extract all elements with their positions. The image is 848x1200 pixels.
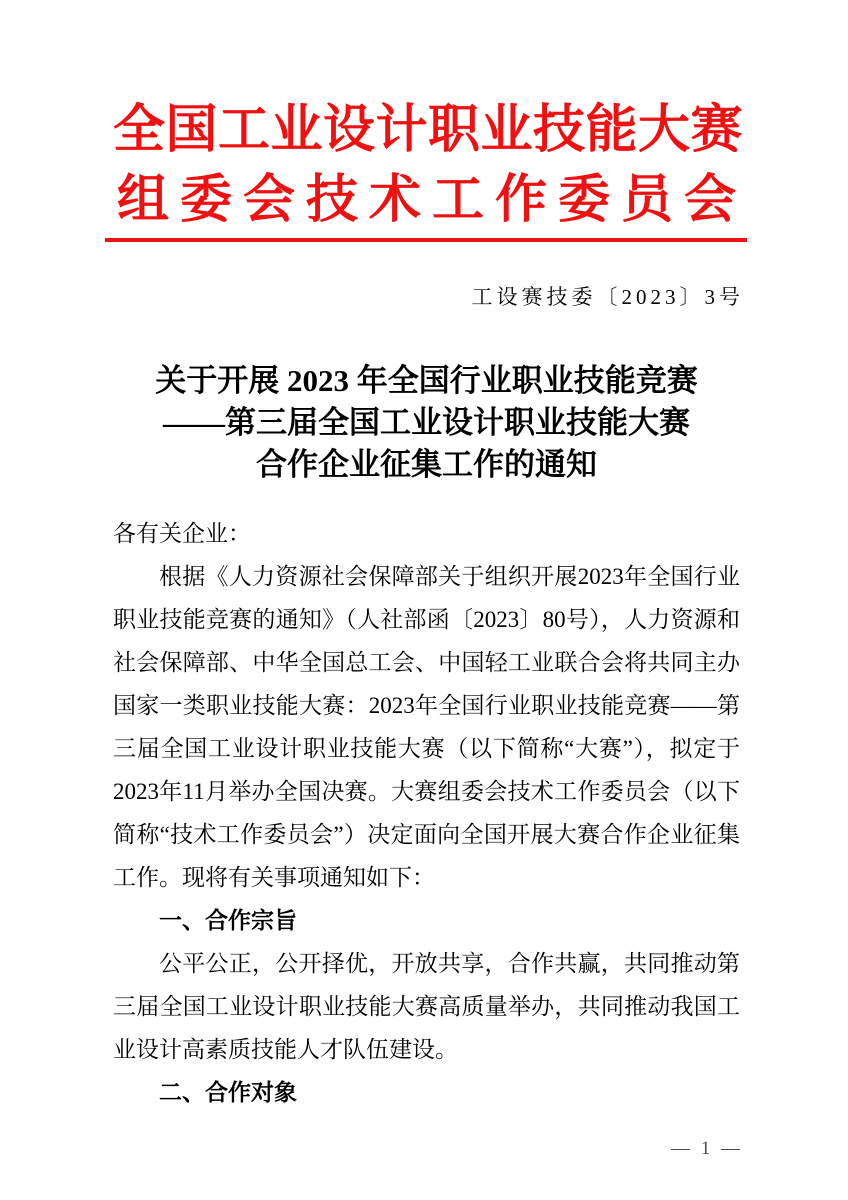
- section-2-heading: 二、合作对象: [159, 1079, 297, 1105]
- org-name-line-1: 全国工业设计职业技能大赛: [113, 102, 744, 159]
- page-number: — 1 —: [671, 1138, 743, 1159]
- letterhead: [113, 96, 747, 310]
- section-1-heading: 一、合作宗旨: [159, 907, 297, 933]
- section-1-paragraph: 公平公正，公开择优，开放共享，合作共赢，共同推动第三届全国工业设计职业技能大赛高质量举办，共同推动我国工业设计高素质技能人才队伍建设。: [113, 951, 740, 1062]
- notice-title-line-2: ——第三届全国工业设计职业技能大赛: [163, 405, 690, 440]
- intro-paragraph: 根据《人力资源社会保障部关于组织开展2023年全国行业职业技能竞赛的通知》（人社部函〔2023〕80号），人力资源和社会保障部、中华全国总工会、中国轻工业联合会将共同主办国家一类职业技能大赛：2023年全国行业职业技能竞赛——第三届全国工业设计职业技能大赛（以下简称“大赛”），拟定于2023年11月举办全国决赛。大赛组委会技术工作委员会（以下简称“技术工作委员会”）决定面向全国开展大赛合作企业征集工作。现将有关事项通知如下：: [113, 564, 740, 890]
- salutation: 各有关企业：: [113, 521, 251, 546]
- notice-body: [113, 512, 740, 1114]
- notice-title: [113, 360, 740, 486]
- notice-title-line-3: 合作企业征集工作的通知: [256, 447, 597, 482]
- org-name-line-2: 组委会技术工作委员会: [116, 172, 747, 229]
- red-divider-rule: [105, 238, 747, 242]
- document-number: 工设赛技委〔2023〕3号: [471, 285, 744, 309]
- notice-title-line-1: 关于开展 2023 年全国行业职业技能竞赛: [155, 363, 698, 398]
